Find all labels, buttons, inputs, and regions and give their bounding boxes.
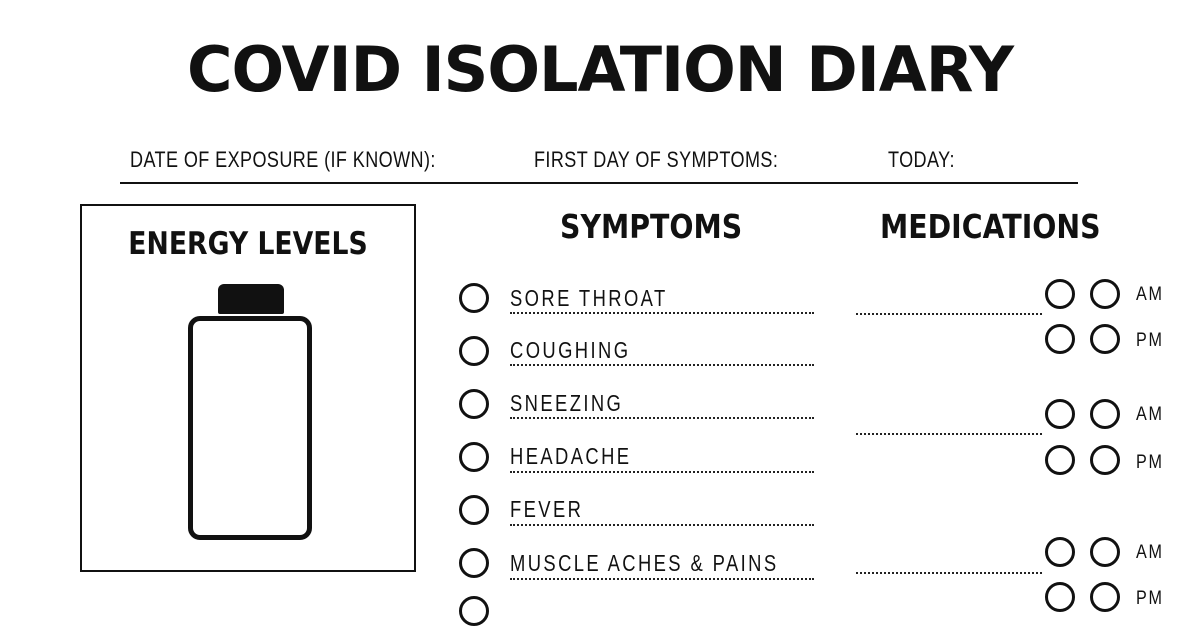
- am-label: AM: [1136, 542, 1164, 563]
- exposure-date-label: DATE OF EXPOSURE (IF KNOWN):: [130, 147, 436, 172]
- medication-dotted-line[interactable]: [856, 433, 1042, 435]
- energy-levels-box: [80, 204, 416, 572]
- pm-checkbox[interactable]: [1045, 324, 1075, 354]
- symptom-label: SNEEZING: [510, 390, 624, 416]
- am-checkbox[interactable]: [1045, 279, 1075, 309]
- battery-icon[interactable]: [188, 316, 312, 540]
- am-checkbox[interactable]: [1090, 537, 1120, 567]
- medication-dotted-line[interactable]: [856, 313, 1042, 315]
- symptom-dotted-line: [510, 364, 814, 366]
- symptom-dotted-line: [510, 524, 814, 526]
- symptom-checkbox[interactable]: [459, 336, 489, 366]
- today-label: TODAY:: [888, 147, 955, 172]
- pm-checkbox[interactable]: [1090, 582, 1120, 612]
- pm-checkbox[interactable]: [1045, 582, 1075, 612]
- symptom-label: COUGHING: [510, 337, 631, 363]
- symptom-dotted-line: [510, 578, 814, 580]
- am-checkbox[interactable]: [1045, 537, 1075, 567]
- pm-label: PM: [1136, 588, 1164, 609]
- pm-checkbox[interactable]: [1090, 324, 1120, 354]
- symptoms-heading: SYMPTOMS: [560, 207, 743, 246]
- symptom-label: SORE THROAT: [510, 285, 668, 311]
- symptom-checkbox[interactable]: [459, 283, 489, 313]
- pm-checkbox[interactable]: [1045, 445, 1075, 475]
- medications-heading: MEDICATIONS: [880, 207, 1101, 246]
- first-day-label: FIRST DAY OF SYMPTOMS:: [534, 147, 779, 172]
- page-title: COVID ISOLATION DIARY: [186, 33, 1014, 106]
- battery-cap-icon: [218, 284, 284, 314]
- pm-checkbox[interactable]: [1090, 445, 1120, 475]
- symptom-label: MUSCLE ACHES & PAINS: [510, 550, 779, 576]
- symptom-label: FEVER: [510, 496, 584, 522]
- energy-levels-title: ENERGY LEVELS: [128, 226, 368, 262]
- symptom-checkbox[interactable]: [459, 495, 489, 525]
- symptom-checkbox[interactable]: [459, 596, 489, 626]
- pm-label: PM: [1136, 330, 1164, 351]
- symptom-dotted-line: [510, 417, 814, 419]
- pm-label: PM: [1136, 452, 1164, 473]
- symptom-checkbox[interactable]: [459, 389, 489, 419]
- am-label: AM: [1136, 404, 1164, 425]
- symptom-dotted-line: [510, 312, 814, 314]
- symptom-dotted-line: [510, 471, 814, 473]
- am-checkbox[interactable]: [1090, 279, 1120, 309]
- symptom-checkbox[interactable]: [459, 442, 489, 472]
- am-label: AM: [1136, 284, 1164, 305]
- am-checkbox[interactable]: [1045, 399, 1075, 429]
- info-underline: [120, 182, 1078, 184]
- medication-dotted-line[interactable]: [856, 572, 1042, 574]
- am-checkbox[interactable]: [1090, 399, 1120, 429]
- symptom-checkbox[interactable]: [459, 548, 489, 578]
- symptom-label: HEADACHE: [510, 443, 632, 469]
